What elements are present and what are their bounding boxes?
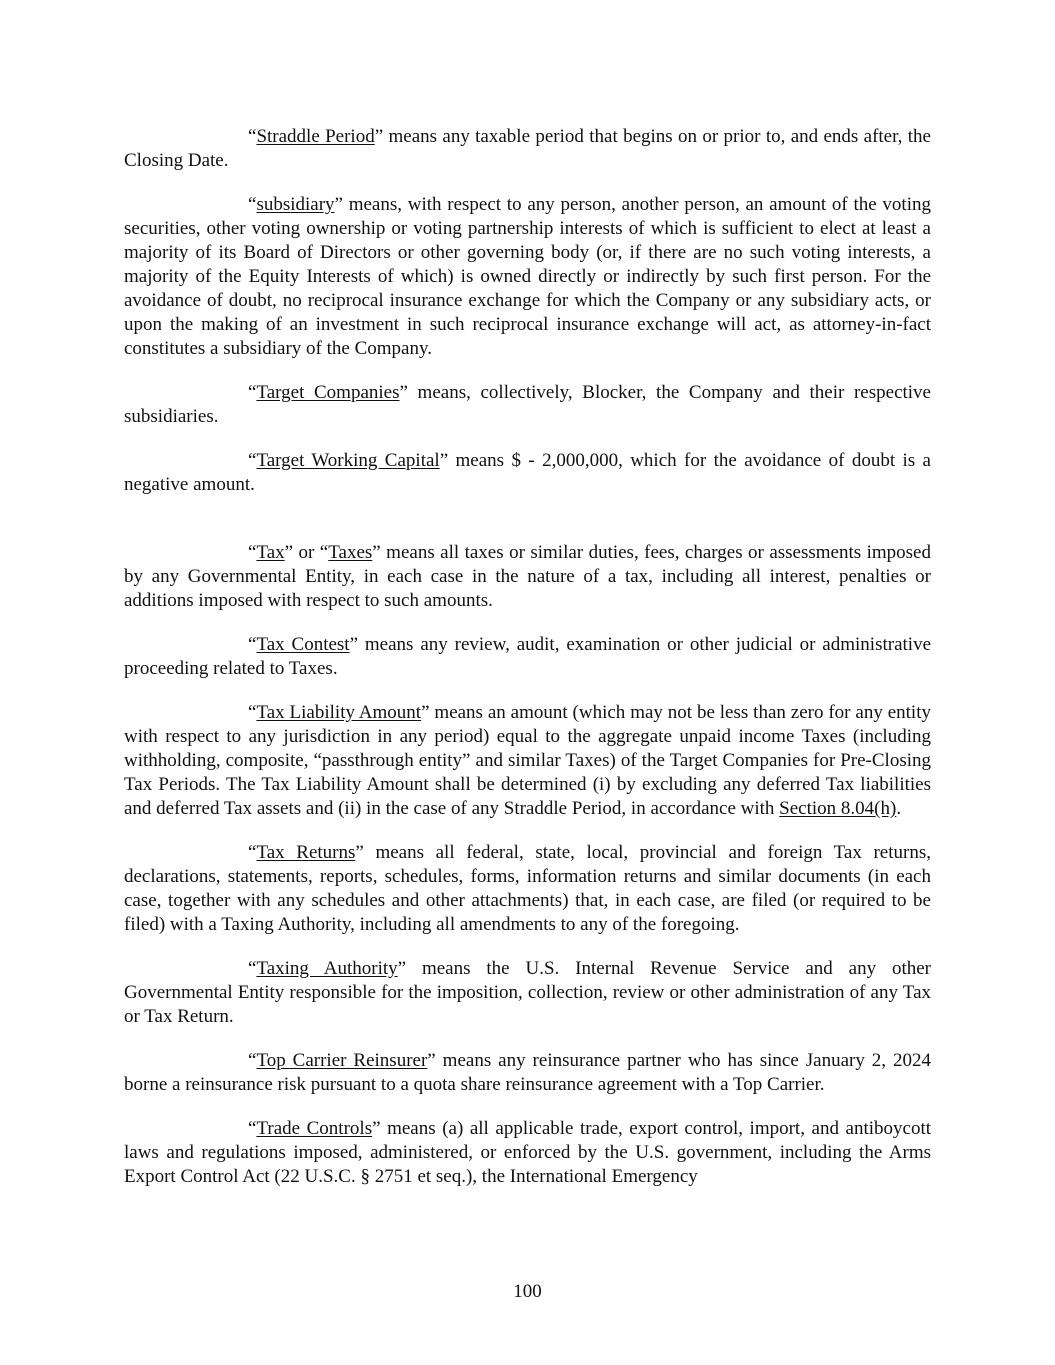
definition-tax-contest: [124, 633, 931, 681]
defined-term: Target Companies: [256, 382, 400, 403]
definition-text: ” means $ - 2,000,000, which for the avoidance of doubt is a negative amount.: [124, 450, 931, 495]
open-quote: “: [248, 634, 257, 655]
open-quote: “: [248, 702, 257, 723]
definition-text: ” means any review, audit, examination or other judicial or administrative proceeding related to Taxes.: [124, 634, 931, 679]
sentence-end: .: [896, 798, 902, 819]
definition-text: ” means all taxes or similar duties, fees, charges or assessments imposed by any Governmental Entity, in each case in the nature of a tax, including all interest, penalties or additions imposed with respect to such amounts.: [124, 542, 931, 611]
defined-term: Tax: [256, 542, 285, 563]
definition-text: ” means the U.S. Internal Revenue Service and any other Governmental Entity responsible for the imposition, collection, review or other administration of any Tax or Tax Return.: [124, 958, 932, 1027]
defined-term: Tax Returns: [256, 842, 356, 863]
open-quote: “: [248, 382, 257, 403]
definition-text: ” means any reinsurance partner who has since January 2, 2024 borne a reinsurance risk pursuant to a quota share reinsurance agreement with a Top Carrier.: [124, 1050, 931, 1095]
open-quote: “: [248, 842, 257, 863]
defined-term: subsidiary: [256, 194, 335, 215]
defined-term: Straddle Period: [256, 126, 375, 147]
page-number: 100: [513, 1281, 542, 1302]
open-quote: “: [248, 450, 257, 471]
open-quote: “: [248, 1118, 257, 1139]
definition-text: ” means (a) all applicable trade, export control, import, and antiboycott laws and regulations imposed, administered, or enforced by the U.S. government, including the Arms Export Control Act (22 U.S.C. § 2751 et seq.), the International Emergency: [124, 1118, 931, 1187]
open-quote: “: [248, 194, 257, 215]
defined-term: Tax Liability Amount: [256, 702, 422, 723]
definition-tax: [124, 541, 931, 613]
definition-text: ” means any taxable period that begins on or prior to, and ends after, the Closing Date.: [124, 126, 931, 171]
open-quote: “: [248, 958, 257, 979]
defined-term: Taxing Authority: [256, 958, 398, 979]
term-separator: ” or “: [284, 542, 329, 563]
definition-trade-controls: [124, 1117, 931, 1189]
definition-text: ” means, with respect to any person, another person, an amount of the voting securities, other voting ownership or voting partnership interests of which is sufficient to elect at least a majority of its Board of Directors or other governing body (or, if there are no such voting interests, a majority of the Equity Interests of which) is owned directly or indirectly by such first person. For the avoidance of doubt, no reciprocal insurance exchange for which the Company or any subsidiary acts, or upon the making of an investment in such reciprocal insurance exchange will act, as attorney-in-fact constitutes a subsidiary of the Company.: [124, 194, 931, 359]
definition-text: ” means an amount (which may not be less than zero for any entity with respect to any jurisdiction in any period) equal to the aggregate unpaid income Taxes (including withholding, composite, “passthrough entity” and similar Taxes) of the Target Companies for Pre-Closing Tax Periods. The Tax Liability Amount shall be determined (i) by excluding any deferred Tax liabilities and deferred Tax assets and (ii) in the case of any Straddle Period, in accordance with: [124, 702, 931, 819]
section-cross-reference: Section 8.04(h): [779, 798, 897, 819]
definition-text: ” means, collectively, Blocker, the Company and their respective subsidiaries.: [124, 382, 931, 427]
definition-tax-returns: [124, 841, 931, 937]
defined-term: Trade Controls: [256, 1118, 373, 1139]
open-quote: “: [248, 1050, 257, 1071]
open-quote: “: [248, 126, 257, 147]
definitions-section: [124, 125, 931, 1209]
defined-term: Top Carrier Reinsurer: [256, 1050, 428, 1071]
definition-taxing-authority: [124, 957, 931, 1029]
definition-subsidiary: [124, 193, 931, 361]
definition-tax-liability-amount: [124, 701, 931, 821]
definition-target-working-capital: [124, 449, 931, 497]
open-quote: “: [248, 542, 257, 563]
definition-top-carrier-reinsurer: [124, 1049, 931, 1097]
definition-straddle-period: [124, 125, 931, 173]
definition-text: ” means all federal, state, local, provincial and foreign Tax returns, declarations, statements, reports, schedules, forms, information returns and similar documents (in each case, together with any schedules and other attachments) that, in each case, are filed (or required to be filed) with a Taxing Authority, including all amendments to any of the foregoing.: [124, 842, 931, 935]
defined-term: Target Working Capital: [256, 450, 440, 471]
defined-term: Tax Contest: [256, 634, 350, 655]
defined-term-alternate: Taxes: [328, 542, 373, 563]
definition-target-companies: [124, 381, 931, 429]
